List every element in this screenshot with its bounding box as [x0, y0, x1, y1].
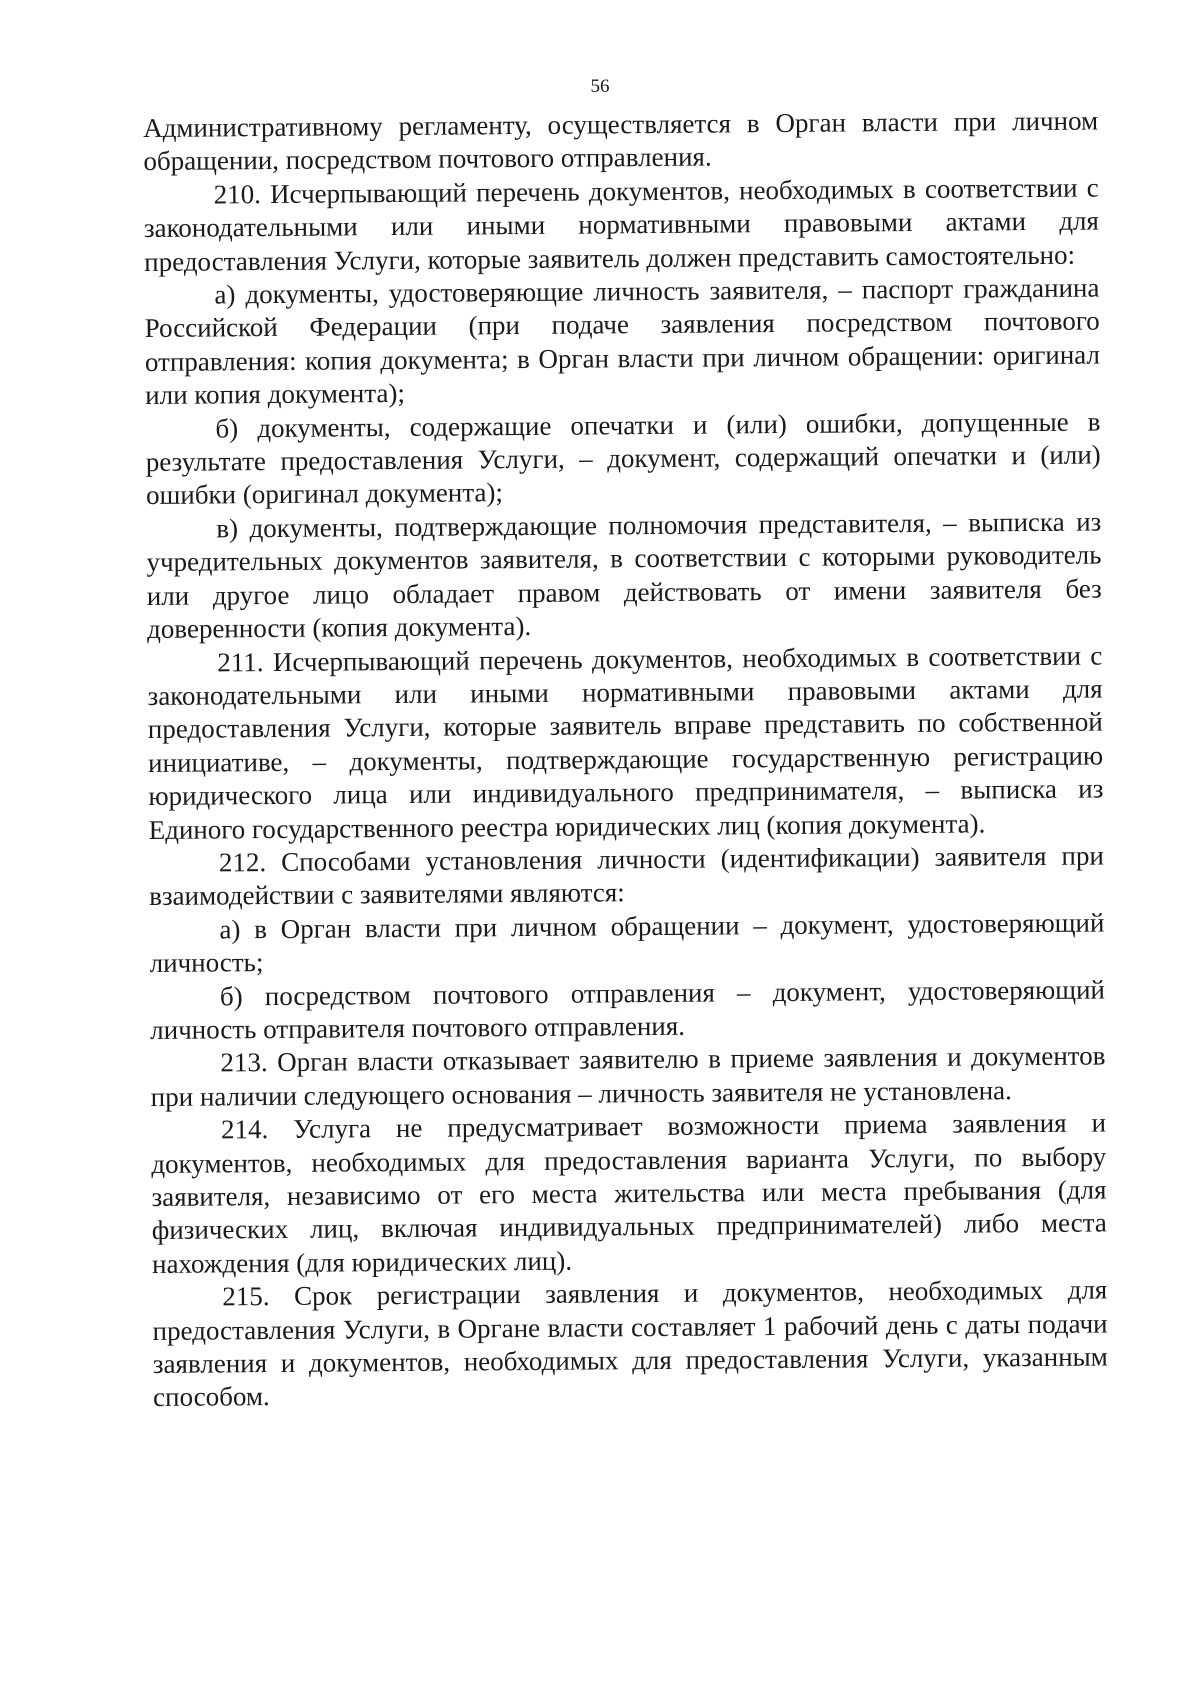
- paragraph-210-b: б) документы, содержащие опечатки и (или) ошибки, допущенные в результате предоставления Услуги, – документ, содержащий опечатки и (или) ошибки (оригинал документа);: [145, 406, 1101, 511]
- paragraph-210: 210. Исчерпывающий перечень документов, необходимых в соответствии с законодательными или иными нормативными правовыми актами для предоставления Услуги, которые заявитель должен представить самостоятельно:: [143, 172, 1100, 277]
- paragraph-210-v: в) документы, подтверждающие полномочия представителя, – выписка из учредительных документов заявителя, в соответствии с которыми руководитель или другое лицо обладает правом действовать от имени заявителя без доверенности (копия документа).: [146, 506, 1102, 645]
- paragraph-214: 214. Услуга не предусматривает возможности приема заявления и документов, необходимых для предоставления варианта Услуги, по выбору заявителя, независимо от его места жительства или места пребывания (для физических лиц, включая индивидуальных предпринимателей) либо места нахождения (для юридических лиц).: [151, 1107, 1107, 1279]
- paragraph-continuation: Административному регламенту, осуществляется в Орган власти при личном обращении, посредством почтового отправления.: [143, 105, 1099, 177]
- paragraph-212-b: б) посредством почтового отправления – документ, удостоверяющий личность отправителя почтового отправления.: [150, 974, 1106, 1045]
- paragraph-210-a: а) документы, удостоверяющие личность заявителя, – паспорт гражданина Российской Федерации (при подаче заявления посредством почтового отправления: копия документа; в Орган власти при личном обращении: оригинал или копия документа);: [144, 272, 1101, 411]
- paragraph-213: 213. Орган власти отказывает заявителю в приеме заявления и документов при наличии следующего основания – личность заявителя не установлена.: [150, 1040, 1106, 1112]
- page-number: 56: [590, 76, 610, 97]
- document-body: [143, 104, 1108, 1414]
- paragraph-211: 211. Исчерпывающий перечень документов, необходимых в соответствии с законодательными или иными нормативными правовыми актами для предоставления Услуги, которые заявитель вправе представить по собственной инициативе, – документы, подтверждающие государственную регистрацию юридического лица или индивидуального предпринимателя, – выписка из Единого государственного реестра юридических лиц (копия документа).: [147, 639, 1104, 845]
- paragraph-215: 215. Срок регистрации заявления и документов, необходимых для предоставления Услуги, в Органе власти составляет 1 рабочий день с даты подачи заявления и документов, необходимых для предоставления Услуги, указанным способом.: [152, 1274, 1108, 1413]
- paragraph-212: 212. Способами установления личности (идентификации) заявителя при взаимодействии с заявителями являются:: [149, 840, 1104, 912]
- paragraph-212-a: а) в Орган власти при личном обращении – документ, удостоверяющий личность;: [149, 907, 1105, 979]
